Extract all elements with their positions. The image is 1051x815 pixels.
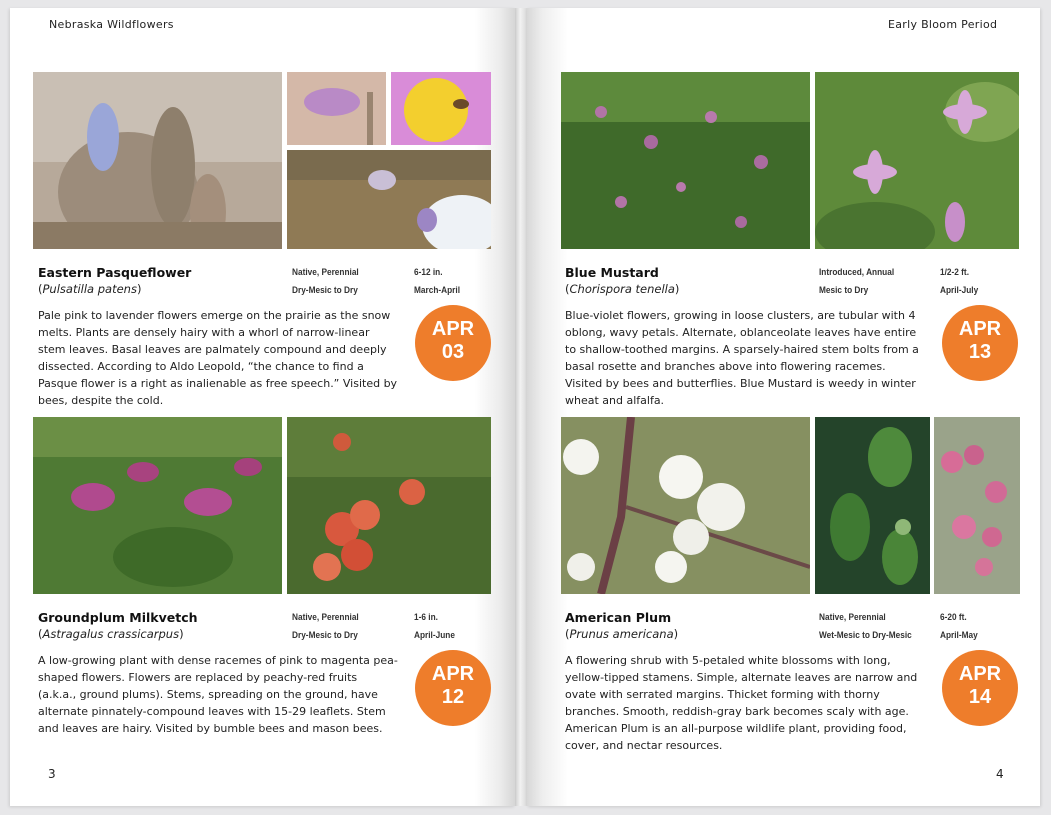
entry-status: Introduced, Annual [819,267,895,277]
badge-day: 13 [968,341,992,363]
badge-month: APR [958,663,1002,685]
entry-habitat: Wet-Mesic to Dry-Mesic [819,630,912,640]
entry-description: A flowering shrub with 5-petaled white blossoms with long, yellow-tipped stamens. Simple, alternate leaves are narrow and ovate with serrated margins. Thicket forming with thorny branches. Smooth, reddish-gray bark becomes scaly with age. American Plum is an all-purpose wildlife plant, providing food, cover, and nectar resources. [565,654,918,752]
photo-american-plum-blossoms [561,417,810,594]
entry-name: American Plum [565,610,672,625]
photo-pasqueflower-closeup [287,72,386,145]
bloom-date-badge [415,650,491,726]
entry-scientific-name: (Chorispora tenella) [565,282,680,296]
entry-status: Native, Perennial [292,612,359,622]
entry-description: Blue-violet flowers, growing in loose clusters, are tubular with 4 oblong, wavy petals. Alternate, oblanceolate leaves have entire to shallow-toothed margins. A sparsely-haired stem bolts from a basal rosette and branches above into flowering racemes. Visited by bees and butterflies. Blue Mustard is weedy in winter wheat and alfalfa. [565,309,919,407]
entry-description: Pale pink to lavender flowers emerge on the prairie as the snow melts. Plants are densely hairy with a whorl of narrow-linear stem leaves. Basal leaves are palmately compound and deeply dissected. According to Aldo Leopold, “the chance to find a Pasque flower is a right as inalienable as free speech.” Visited by bees, despite the cold. [38,309,398,407]
entry-name: Eastern Pasqueflower [38,265,192,280]
bloom-date-badge [942,650,1018,726]
bloom-date-badge [942,305,1018,381]
entry-scientific-name: (Pulsatilla patens) [38,282,142,296]
entry-name: Groundplum Milkvetch [38,610,198,625]
entry-height: 1/2-2 ft. [940,267,969,277]
photo-pasqueflower-bee [391,72,491,145]
photo-milkvetch-fruits [287,417,491,594]
entry-scientific-name: (Astragalus crassicarpus) [38,627,184,641]
entry-description: A low-growing plant with dense racemes of pink to magenta pea-shaped flowers. Flowers are replaced by peachy-red fruits (a.k.a., ground plums). Stems, spreading on the ground, have alternate pinnately-compound leaves with 15-29 leaflets. Stem and leaves are hairy. Visited by bumble bees and mason bees. [38,654,398,735]
running-head-left: Nebraska Wildflowers [49,18,174,31]
badge-month: APR [431,663,475,685]
entry-bloom-period: April-June [414,630,455,640]
badge-month: APR [431,318,475,340]
photo-pasqueflower-main [33,72,282,249]
photo-american-plum-fruits [934,417,1020,594]
entry-height: 6-12 in. [414,267,443,277]
entry-bloom-period: March-April [414,285,461,295]
entry-status: Native, Perennial [819,612,886,622]
entry-bloom-period: April-May [940,630,978,640]
badge-month: APR [958,318,1002,340]
entry-bloom-period: April-July [940,285,979,295]
photo-blue-mustard-field [561,72,810,249]
entry-name: Blue Mustard [565,265,659,280]
photo-american-plum-leaves [815,417,930,594]
entry-habitat: Dry-Mesic to Dry [292,630,358,640]
photo-pasqueflower-snow [287,150,491,249]
entry-habitat: Mesic to Dry [819,285,869,295]
entry-height: 6-20 ft. [940,612,967,622]
badge-day: 14 [968,686,992,708]
page-number-left: 3 [48,767,56,781]
photo-blue-mustard-closeup [815,72,1019,249]
entry-scientific-name: (Prunus americana) [565,627,679,641]
page-number-right: 4 [996,767,1004,781]
entry-habitat: Dry-Mesic to Dry [292,285,358,295]
entry-height: 1-6 in. [414,612,438,622]
book-gutter [514,8,528,806]
badge-day: 12 [441,686,465,708]
bloom-date-badge [415,305,491,381]
badge-day: 03 [441,341,465,363]
running-head-right: Early Bloom Period [888,18,998,31]
entry-status: Native, Perennial [292,267,359,277]
photo-milkvetch-flowers [33,417,282,594]
